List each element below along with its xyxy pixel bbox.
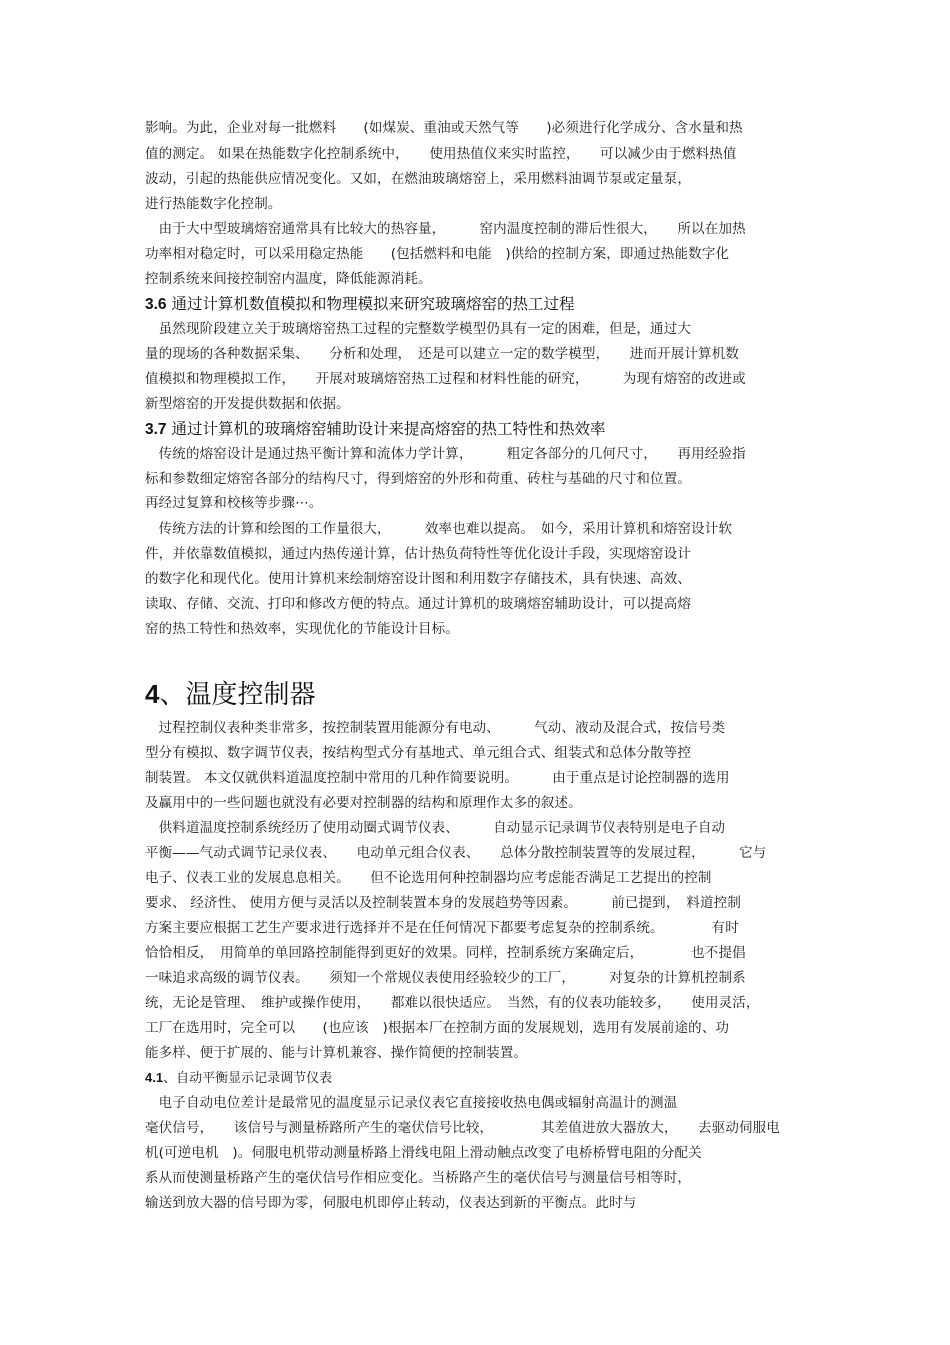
paragraph-line: 机(可逆电机 )。伺服电机带动测量桥路上滑线电阻上滑动触点改变了电桥桥臂电阻的分配关 (145, 1145, 702, 1161)
paragraph-line: 供料道温度控制系统经历了使用动圈式调节仪表、 自动显示记录调节仪表特别是电子自动 (145, 820, 726, 836)
paragraph-line: 值模拟和物理模拟工作， 开展对玻璃熔窑热工过程和材料性能的研究， 为现有熔窑的改进或 (145, 371, 746, 387)
paragraph-line: 毫伏信号， 该信号与测量桥路所产生的毫伏信号比较， 其差值进放大器放大， 去驱动伺服电 (145, 1120, 780, 1136)
paragraph-line: 再经过复算和校核等步骤⋯。 (145, 495, 323, 511)
paragraph-line: 及赢用中的一些问题也就没有必要对控制器的结构和原理作太多的叙述。 (145, 795, 582, 811)
paragraph-line: 方案主要应根据工艺生产要求进行选择并不是在任何情况下都要考虑复杂的控制系统。 有时 (145, 920, 739, 936)
section-title: 通过计算机的玻璃熔窑辅助设计来提高熔窑的热工特性和热效率 (171, 420, 606, 438)
paragraph-line: 影响。为此，企业对每一批燃料 (如煤炭、重油或天然气等 )必须进行化学成分、含水量和热 (145, 120, 743, 136)
paragraph-line: 读取、存储、交流、打印和修改方便的特点。通过计算机的玻璃熔窑辅助设计，可以提高熔 (145, 596, 691, 612)
paragraph-line: 标和参数细定熔窑各部分的结构尺寸，得到熔窑的外形和荷重、砖柱与基础的尺寸和位置。 (145, 471, 691, 487)
paragraph-line: 要求、 经济性、 使用方便与灵活以及控制装置本身的发展趋势等因素。 前已提到， 料道控制 (145, 895, 741, 911)
paragraph-line: 的数字化和现代化。使用计算机来绘制熔窑设计图和利用数字存储技术，具有快速、高效、 (145, 571, 691, 587)
paragraph-line: 传统方法的计算和绘图的工作量很大， 效率也难以提高。 如今，采用计算机和熔窑设计软 (145, 521, 733, 537)
section-heading-4-1 (145, 1069, 332, 1088)
section-heading-3-7 (145, 419, 606, 440)
paragraph-line: 能多样、便于扩展的、能与计算机兼容、操作简便的控制装置。 (145, 1045, 528, 1061)
paragraph-line: 新型熔窑的开发提供数据和依据。 (145, 396, 350, 412)
paragraph-line: 由于大中型玻璃熔窑通常具有比较大的热容量， 窑内温度控制的滞后性很大， 所以在加热 (145, 221, 746, 237)
paragraph-line: 工厂在选用时，完全可以 (也应该 )根据本厂在控制方面的发展规划，选用有发展前途的、功 (145, 1020, 730, 1036)
paragraph-line: 输送到放大器的信号即为零，伺服电机即停止转动，仪表达到新的平衡点。此时与 (145, 1195, 637, 1211)
section-title: 通过计算机数值模拟和物理模拟来研究玻璃熔窑的热工过程 (171, 295, 575, 313)
paragraph-line: 过程控制仪表种类非常多，按控制装置用能源分有电动、 气动、液动及混合式，按信号类 (145, 720, 726, 736)
paragraph-line: 控制系统来间接控制窑内温度，降低能源消耗。 (145, 271, 432, 287)
paragraph-line: 波动，引起的热能供应情况变化。又如，在燃油玻璃熔窑上，采用燃料油调节泵或定量泵， (145, 171, 691, 187)
paragraph-line: 虽然现阶段建立关于玻璃熔窑热工过程的完整数学模型仍具有一定的困难，但是，通过大 (145, 321, 691, 337)
paragraph-line: 进行热能数字化控制。 (145, 196, 282, 212)
paragraph-line: 系从而使测量桥路产生的毫伏信号作相应变化。当桥路产生的毫伏信号与测量信号相等时， (145, 1170, 691, 1186)
paragraph-line: 统，无论是管理、 维护或操作使用， 都难以很快适应。 当然，有的仪表功能较多， 使用灵活， (145, 995, 760, 1011)
section-heading-3-6 (145, 294, 575, 315)
section-number: 3.6 (145, 296, 167, 313)
chapter-number: 4 (145, 679, 160, 709)
paragraph-line: 件，并依靠数值模拟，通过内热传递计算，估计热负荷特性等优化设计手段，实现熔窑设计 (145, 546, 691, 562)
paragraph-line: 平衡——气动式调节记录仪表、 电动单元组合仪表、 总体分散控制装置等的发展过程， 它与 (145, 845, 767, 861)
section-title: 、自动平衡显示记录调节仪表 (163, 1071, 333, 1086)
paragraph-line: 电子、仪表工业的发展息息相关。 但不论选用何种控制器均应考虑能否满足工艺提出的控制 (145, 870, 712, 886)
paragraph-line: 制装置。 本文仅就供料道温度控制中常用的几种作简要说明。 由于重点是讨论控制器的选用 (145, 770, 730, 786)
paragraph-line: 窑的热工特性和热效率，实现优化的节能设计目标。 (145, 621, 459, 637)
chapter-title: 、温度控制器 (159, 680, 316, 710)
paragraph-line: 量的现场的各种数据采集、 分析和处理， 还是可以建立一定的数学模型， 进而开展计算机数 (145, 346, 739, 362)
paragraph-line: 传统的熔窑设计是通过热平衡计算和流体力学计算， 粗定各部分的几何尺寸， 再用经验指 (145, 446, 746, 462)
paragraph-line: 值的测定。 如果在热能数字化控制系统中， 使用热值仪来实时监控， 可以减少由于燃料热值 (145, 146, 737, 162)
paragraph-line: 型分有模拟、数字调节仪表，按结构型式分有基地式、单元组合式、组装式和总体分散等控 (145, 745, 691, 761)
section-number: 4.1 (145, 1070, 164, 1085)
paragraph-line: 电子自动电位差计是最常见的温度显示记录仪表它直接接收热电偶或辐射高温计的测温 (145, 1095, 678, 1111)
paragraph-line: 功率相对稳定时，可以采用稳定热能 (包括燃料和电能 )供给的控制方案，即通过热能数字化 (145, 246, 730, 262)
section-number: 3.7 (145, 421, 167, 438)
chapter-heading-4 (145, 677, 315, 712)
paragraph-line: 一味追求高级的调节仪表。 须知一个常规仪表使用经验较少的工厂， 对复杂的计算机控制系 (145, 970, 746, 986)
paragraph-line: 恰恰相反， 用简单的单回路控制能得到更好的效果。同样，控制系统方案确定后， 也不提倡 (145, 945, 746, 961)
